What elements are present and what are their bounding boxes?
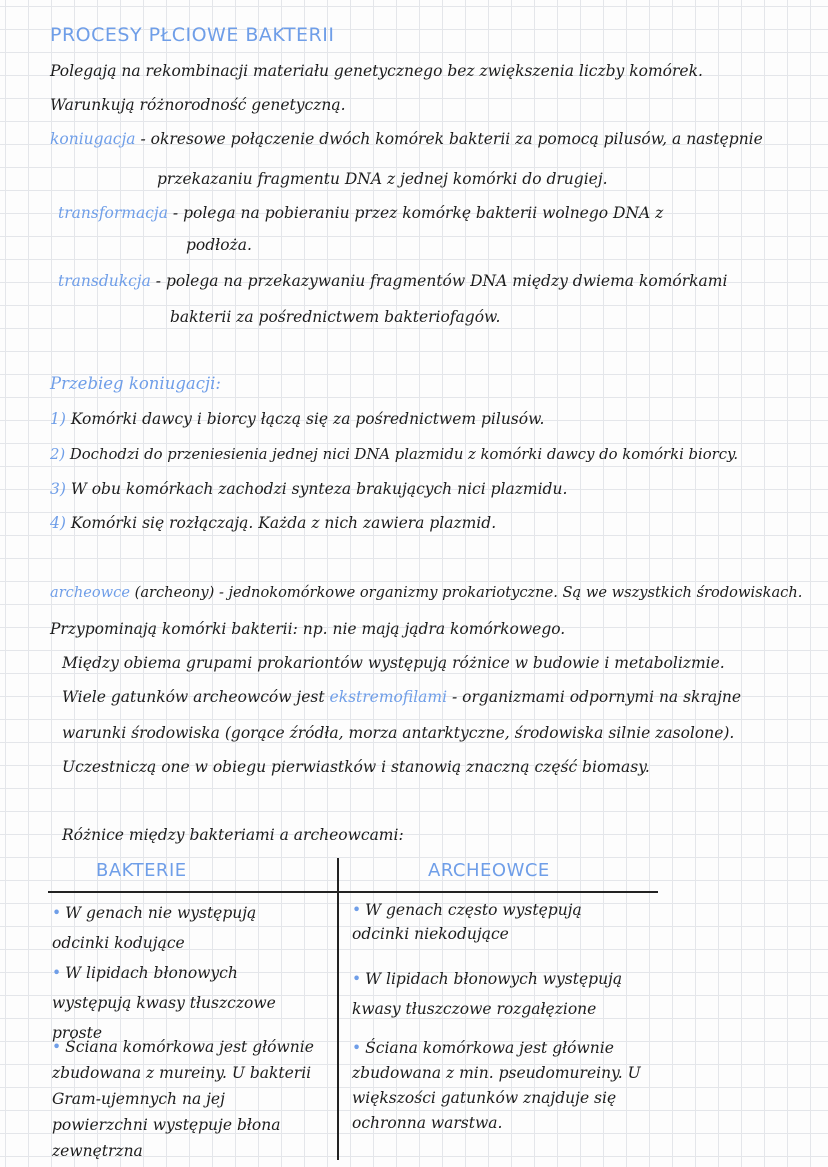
definition-term: transformacja xyxy=(58,204,168,222)
step-text: Dochodzi do przeniesienia jednej nici DNA plazmidu z komórki dawcy do komórki biorcy. xyxy=(69,446,739,463)
table-cell-bacteria xyxy=(52,898,317,958)
definition-text-cont: przekazaniu fragmentu DNA z jednej komórki do drugiej. xyxy=(157,170,608,188)
table-cell-bacteria xyxy=(52,1034,317,1164)
page-title: PROCESY PŁCIOWE BAKTERII xyxy=(50,24,335,46)
archaea-text: (archeony) - jednokomórkowe organizmy prokariotyczne. Są we wszystkich środowiskach. xyxy=(134,584,803,601)
archaea-line-1 xyxy=(50,584,802,601)
archaea-line-5: warunki środowiska (gorące źródła, morza antarktyczne, środowiska silnie zasolone). xyxy=(62,724,735,742)
archaea-line-4 xyxy=(62,688,741,706)
archaea-text: - organizmami odpornymi na skrajne xyxy=(452,688,742,706)
step-text: W obu komórkach zachodzi synteza brakujących nici plazmidu. xyxy=(70,480,568,498)
column-header-bacteria: BAKTERIE xyxy=(96,860,187,881)
table-cell-archaea xyxy=(352,1036,642,1136)
bullet: • xyxy=(52,904,62,922)
step-number: 3) xyxy=(50,480,66,498)
cell-text: Ściana komórkowa jest głównie zbudowana z min. pseudomureiny. U większości gatunków znajduje się ochronna warstwa. xyxy=(352,1039,641,1132)
conjugation-step xyxy=(50,514,496,532)
definition-transformacja: transformacja - polega na pobieraniu przez komórkę bakterii wolnego DNA z xyxy=(58,204,664,222)
definition-text: okresowe połączenie dwóch komórek bakterii za pomocą pilusów, a następnie xyxy=(150,130,763,148)
step-number: 4) xyxy=(50,514,66,532)
step-text: Komórki dawcy i biorcy łączą się za pośrednictwem pilusów. xyxy=(70,410,545,428)
archaea-line-3: Między obiema grupami prokariontów występują różnice w budowie i metabolizmie. xyxy=(62,654,725,672)
cell-text: W lipidach błonowych występują kwasy tłuszczowe proste xyxy=(52,964,276,1042)
bullet: • xyxy=(52,1038,62,1056)
step-number: 2) xyxy=(50,446,66,463)
step-number: 1) xyxy=(50,410,66,428)
intro-line-2: Warunkują różnorodność genetyczną. xyxy=(50,96,346,114)
definition-text-cont: podłoża. xyxy=(186,236,252,254)
table-column-divider xyxy=(337,858,339,1160)
archaea-term: archeowce xyxy=(50,584,130,601)
cell-text: W genach często występują odcinki niekodujące xyxy=(352,901,582,943)
archaea-line-2: Przypominają komórki bakterii: np. nie mają jądra komórkowego. xyxy=(50,620,566,638)
conjugation-step xyxy=(50,446,738,463)
definition-term: koniugacja xyxy=(50,130,136,148)
definition-koniugacja: koniugacja - okresowe połączenie dwóch komórek bakterii za pomocą pilusów, a następnie xyxy=(50,130,763,148)
column-header-archaea: ARCHEOWCE xyxy=(428,860,550,881)
cell-text: W genach nie występują odcinki kodujące xyxy=(52,904,257,952)
bullet: • xyxy=(352,970,362,988)
archaea-text: Wiele gatunków archeowców jest xyxy=(62,688,325,706)
table-cell-archaea xyxy=(352,964,642,1024)
cell-text: W lipidach błonowych występują kwasy tłuszczowe rozgałęzione xyxy=(352,970,623,1018)
intro-line-1: Polegają na rekombinacji materiału genetycznego bez zwiększenia liczby komórek. xyxy=(50,62,703,80)
definition-text: polega na pobieraniu przez komórkę bakterii wolnego DNA z xyxy=(183,204,664,222)
extremophiles-term: ekstremofilami xyxy=(329,688,448,706)
bullet: • xyxy=(52,964,62,982)
cell-text: Ściana komórkowa jest głównie zbudowana z mureiny. U bakterii Gram-ujemnych na jej powierzchni występuje błona zewnętrzna xyxy=(52,1038,314,1160)
definition-text: polega na przekazywaniu fragmentów DNA między dwiema komórkami xyxy=(165,272,728,290)
comparison-heading: Różnice między bakteriami a archeowcami: xyxy=(62,826,404,844)
bullet: • xyxy=(352,1039,362,1057)
definition-text-cont: bakterii za pośrednictwem bakteriofagów. xyxy=(170,308,501,326)
conjugation-step xyxy=(50,410,544,428)
archaea-line-6: Uczestniczą one w obiegu pierwiastków i stanowią znaczną część biomasy. xyxy=(62,758,650,776)
conjugation-heading: Przebieg koniugacji: xyxy=(50,374,221,393)
definition-term: transdukcja xyxy=(58,272,151,290)
table-header-divider xyxy=(48,891,658,893)
definition-transdukcja: transdukcja - polega na przekazywaniu fragmentów DNA między dwiema komórkami xyxy=(58,272,728,290)
bullet: • xyxy=(352,901,362,919)
conjugation-step xyxy=(50,480,567,498)
step-text: Komórki się rozłączają. Każda z nich zawiera plazmid. xyxy=(70,514,497,532)
table-cell-archaea xyxy=(352,898,642,946)
